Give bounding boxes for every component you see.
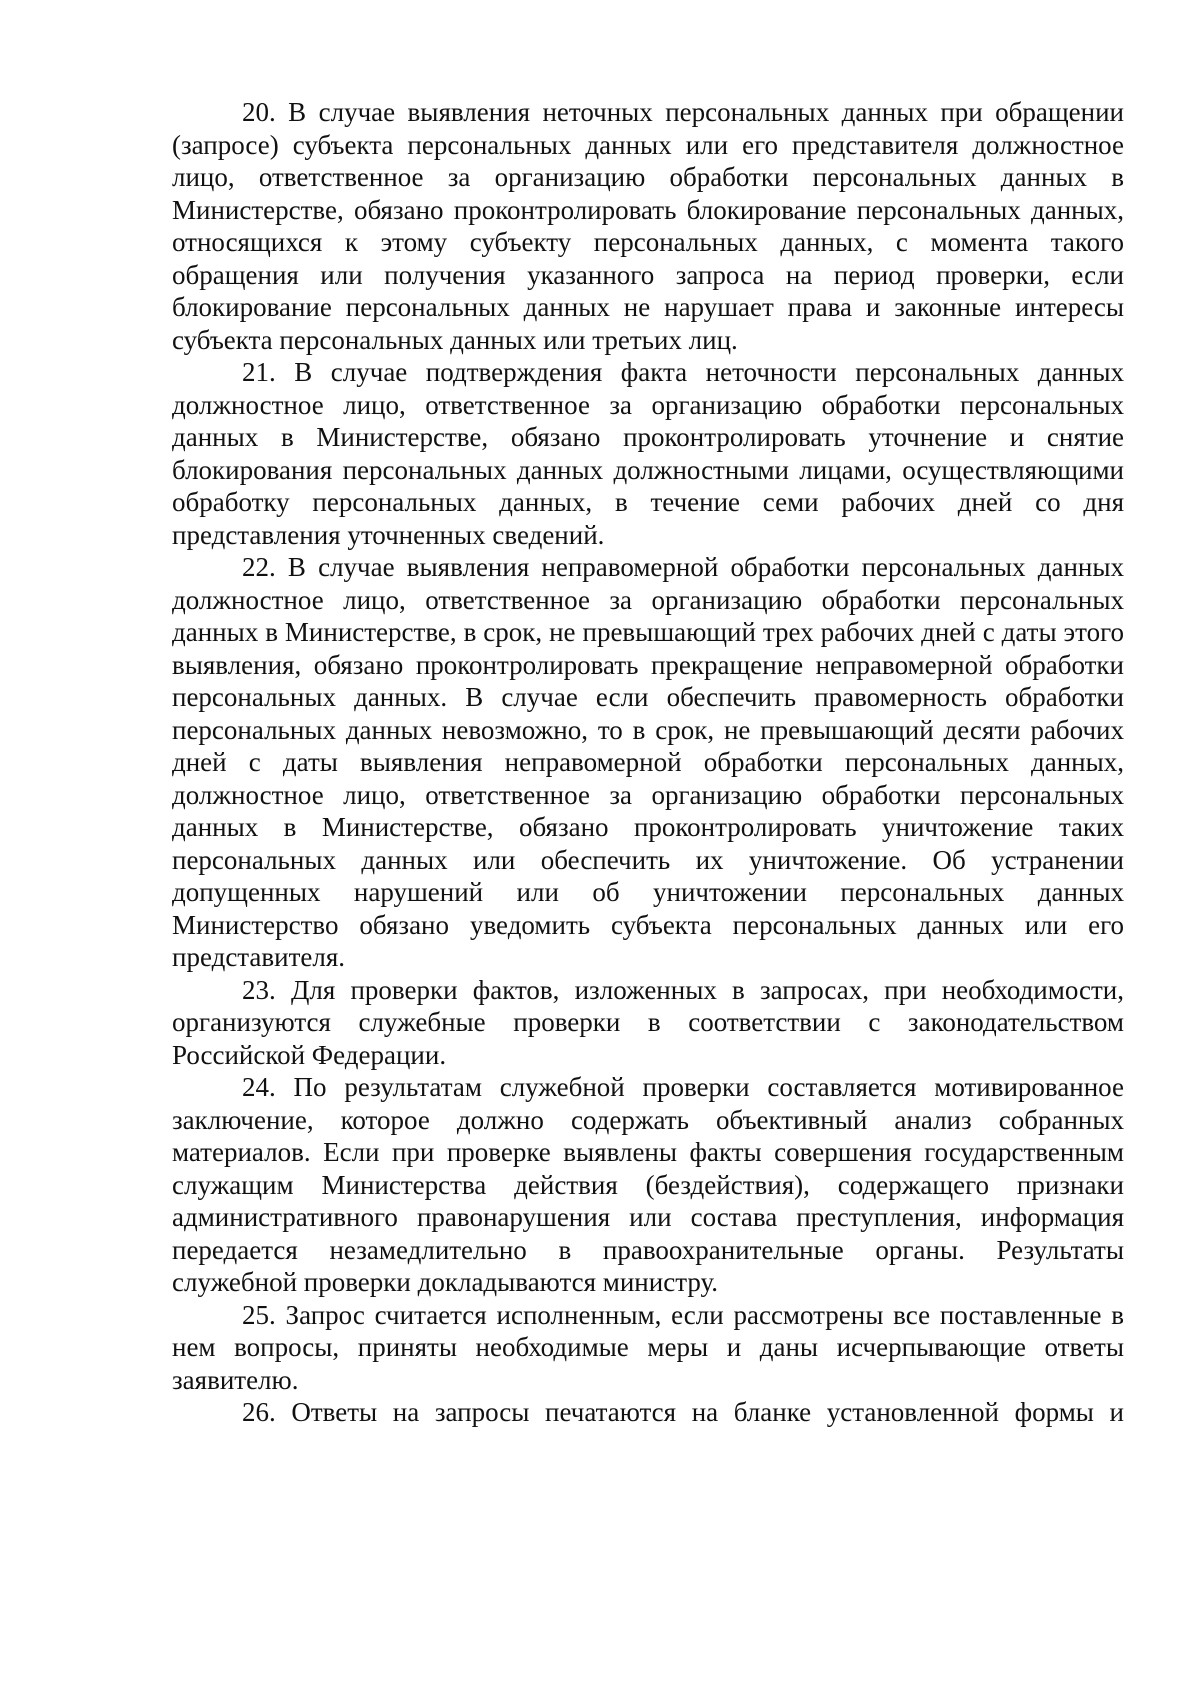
paragraph-22: 22. В случае выявления неправомерной обработки персональных данных должностное лицо, ответственное за организацию обработки персональных данных в Министерстве, в срок, не превышающий трех рабочих дней с даты этого выявления, обязано проконтролировать прекращение неправомерной обработки персональных данных. В случае если обеспечить правомерность обработки персональных данных невозможно, то в срок, не превышающий десяти рабочих дней с даты выявления неправомерной обработки персональных данных, должностное лицо, ответственное за организацию обработки персональных данных в Министерстве, обязано проконтролировать уничтожение таких персональных данных или обеспечить их уничтожение. Об устранении допущенных нарушений или об уничтожении персональных данных Министерство обязано уведомить субъекта персональных данных или его представителя.: [172, 552, 1124, 972]
paragraph-20: 20. В случае выявления неточных персональных данных при обращении (запросе) субъекта персональных данных или его представителя должностное лицо, ответственное за организацию обработки персональных данных в Министерстве, обязано проконтролировать блокирование персональных данных, относящихся к этому субъекту персональных данных, с момента такого обращения или получения указанного запроса на период проверки, если блокирование персональных данных не нарушает права и законные интересы субъекта персональных данных или третьих лиц.: [172, 97, 1124, 355]
paragraph-21: 21. В случае подтверждения факта неточности персональных данных должностное лицо, ответственное за организацию обработки персональных данных в Министерстве, обязано проконтролировать уточнение и снятие блокирования персональных данных должностными лицами, осуществляющими обработку персональных данных, в течение семи рабочих дней со дня представления уточненных сведений.: [172, 357, 1124, 550]
document-page: [172, 96, 1124, 1429]
paragraph-24: 24. По результатам служебной проверки составляется мотивированное заключение, которое должно содержать объективный анализ собранных материалов. Если при проверке выявлены факты совершения государственным служащим Министерства действия (бездействия), содержащего признаки административного правонарушения или состава преступления, информация передается незамедлительно в правоохранительные органы. Результаты служебной проверки докладываются министру.: [172, 1072, 1124, 1297]
paragraph-26: 26. Ответы на запросы печатаются на бланке установленной формы и: [242, 1397, 1124, 1427]
paragraph-23: 23. Для проверки фактов, изложенных в запросах, при необходимости, организуются служебные проверки в соответствии с законодательством Российской Федерации.: [172, 974, 1124, 1070]
paragraph-25: 25. Запрос считается исполненным, если рассмотрены все поставленные в нем вопросы, приняты необходимые меры и даны исчерпывающие ответы заявителю.: [172, 1299, 1124, 1395]
